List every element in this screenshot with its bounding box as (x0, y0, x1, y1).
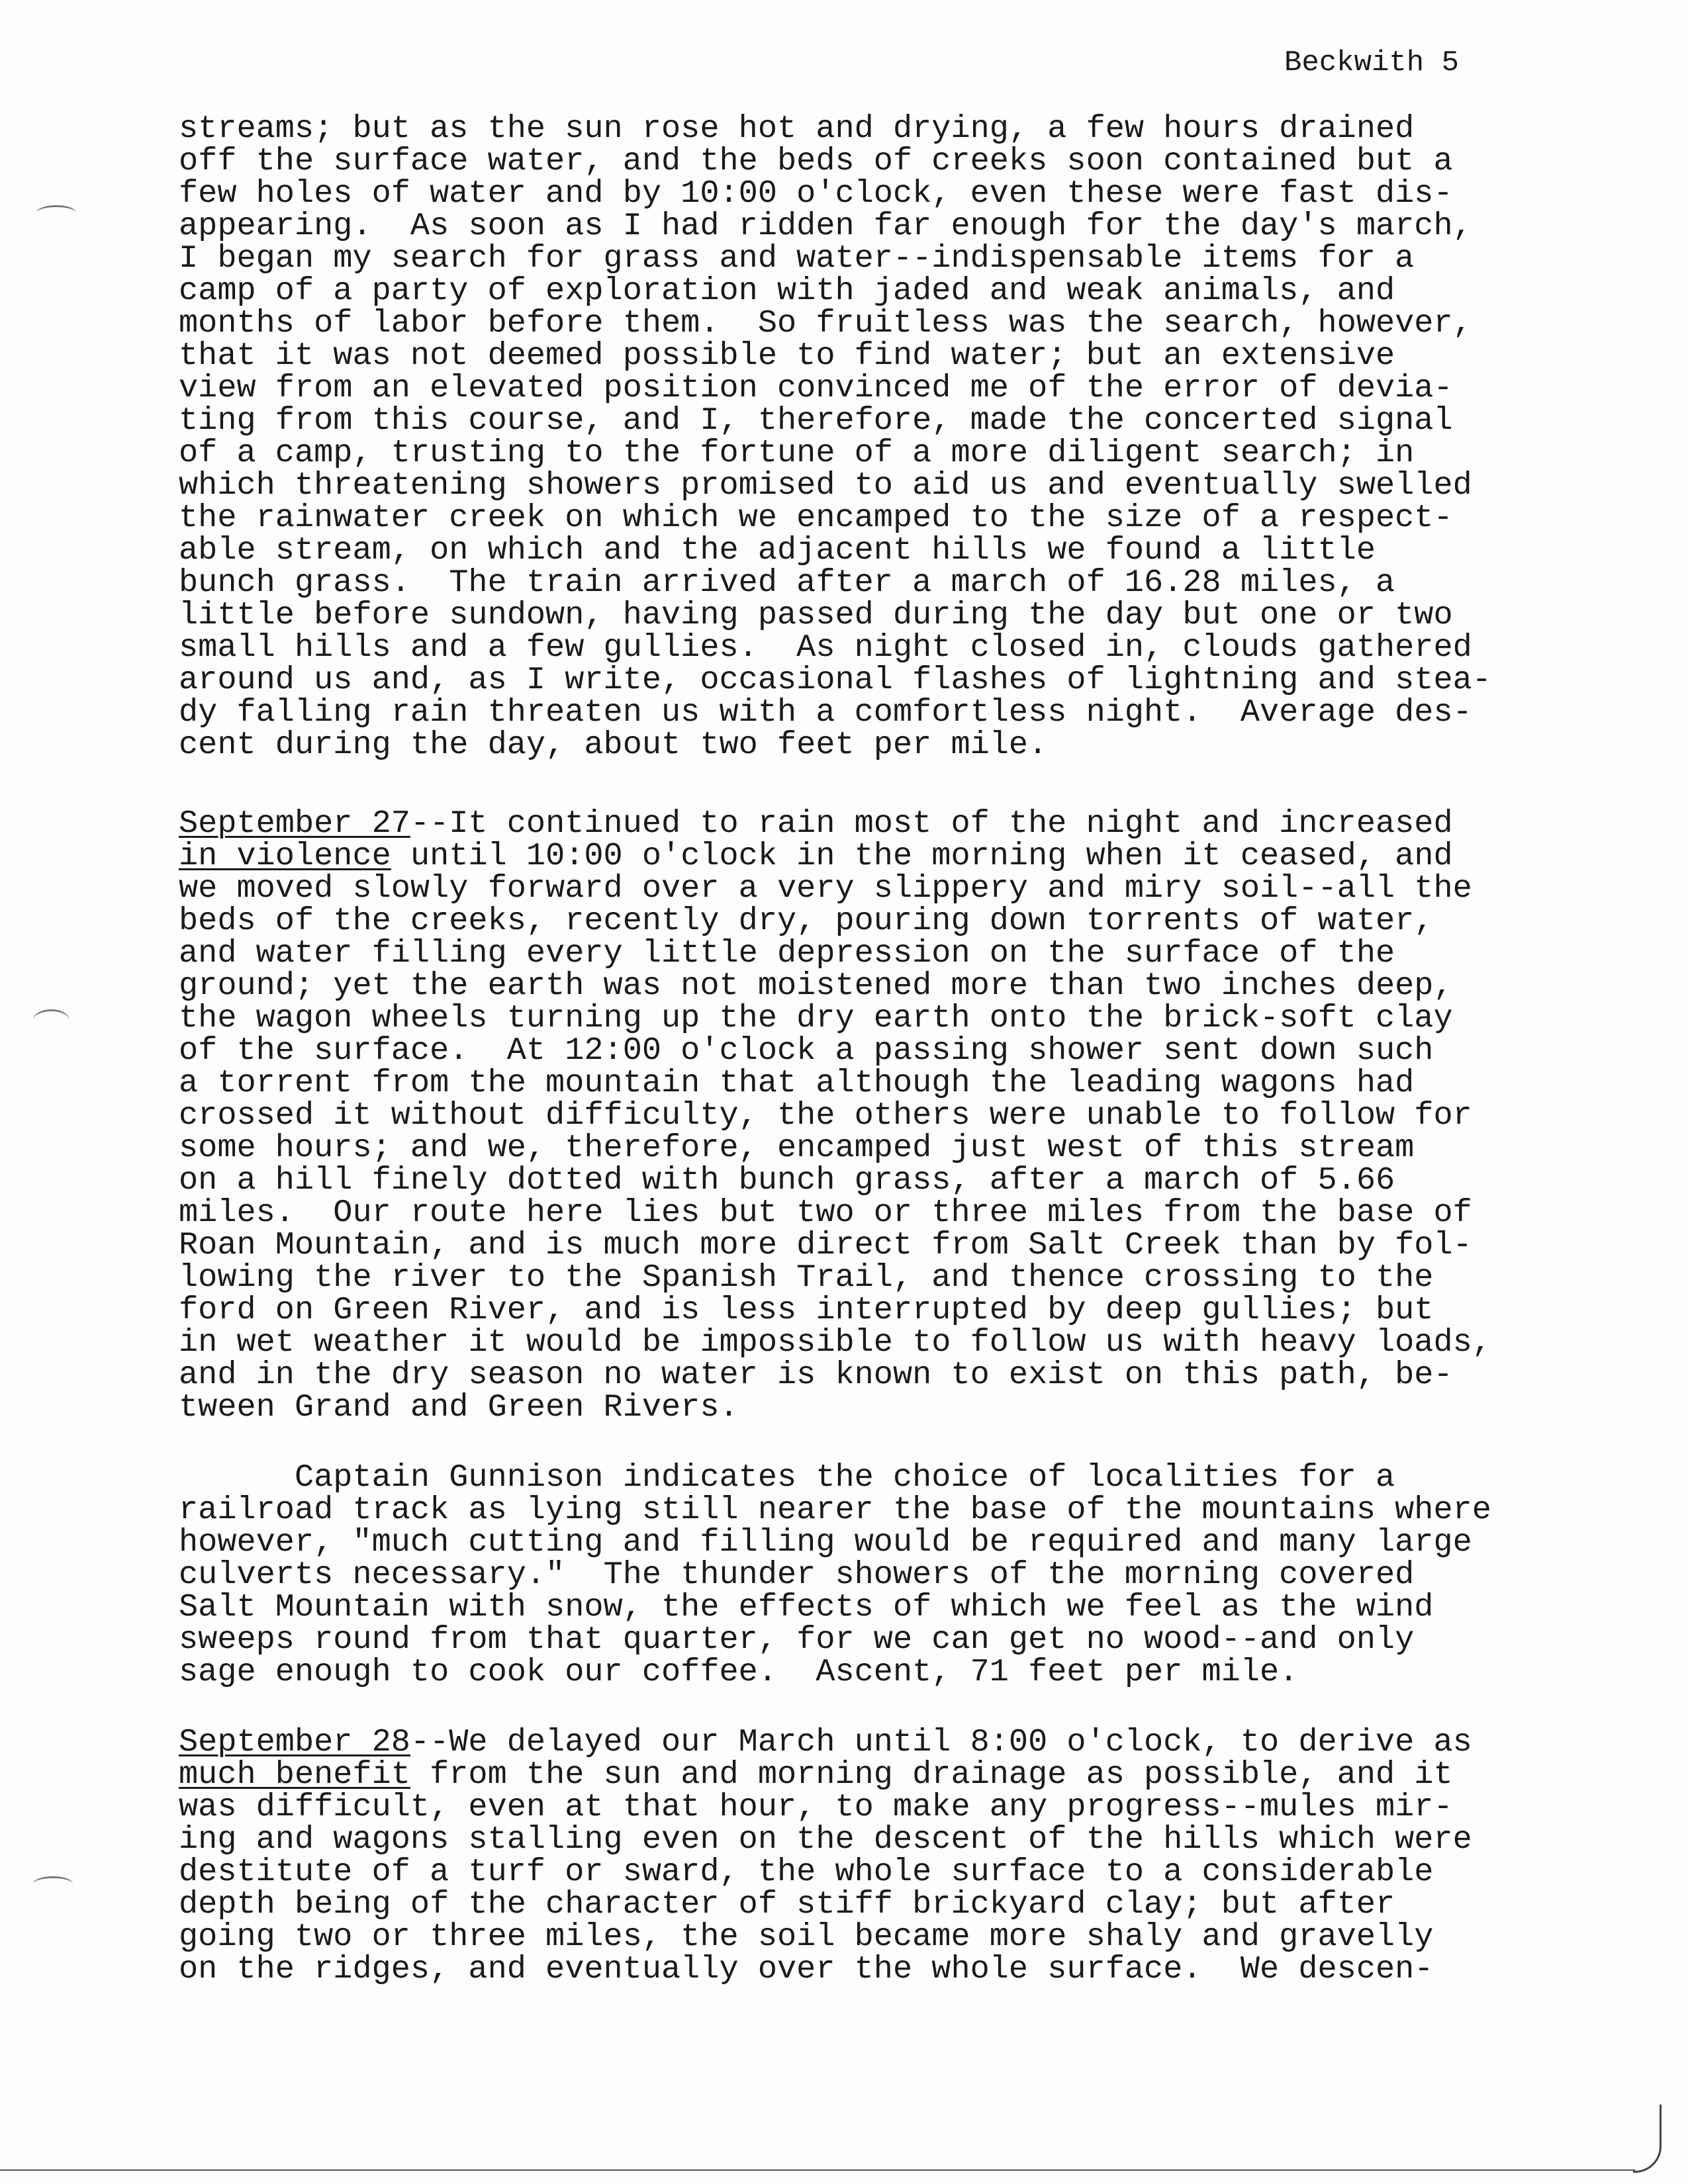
text-line: we moved slowly forward over a very slippery and miry soil--all the (179, 870, 1472, 907)
page-header: Beckwith 5 (1284, 46, 1459, 79)
text-line: much benefit from the sun and morning drainage as possible, and it (179, 1756, 1453, 1793)
text-line: tween Grand and Green Rivers. (179, 1389, 739, 1426)
text-line: streams; but as the sun rose hot and drying, a few hours drained (179, 111, 1415, 147)
text-line: culverts necessary." The thunder showers of the morning covered (179, 1557, 1415, 1593)
text-line: able stream, on which and the adjacent hills we found a little (179, 532, 1376, 569)
text-line: the wagon wheels turning up the dry earth onto the brick-soft clay (179, 1000, 1453, 1036)
text-line: dy falling rain threaten us with a comfortless night. Average des- (179, 694, 1472, 731)
text-line: and water filling every little depression on the surface of the (179, 935, 1395, 972)
binder-mark (36, 205, 76, 220)
text-line: which threatening showers promised to aid us and eventually swelled (179, 467, 1472, 504)
text-line: was difficult, even at that hour, to make any progress--mules mir- (179, 1789, 1453, 1825)
text-line: that it was not deemed possible to find water; but an extensive (179, 338, 1395, 374)
text-line: few holes of water and by 10:00 o'clock, even these were fast dis- (179, 175, 1453, 212)
text-line: on the ridges, and eventually over the whole surface. We descen- (179, 1951, 1434, 1987)
text-line: depth being of the character of stiff brickyard clay; but after (179, 1886, 1395, 1923)
text-line: sage enough to cook our coffee. Ascent, 71 feet per mile. (179, 1654, 1299, 1690)
underlined-lead: in violence (179, 838, 391, 874)
text-line: view from an elevated position convinced me of the error of devia- (179, 370, 1453, 406)
text-line: in violence until 10:00 o'clock in the morning when it ceased, and (179, 838, 1453, 874)
text-line: appearing. As soon as I had ridden far enough for the day's march, (179, 208, 1472, 244)
text-line: ting from this course, and I, therefore, made the concerted signal (179, 402, 1453, 439)
text-line: little before sundown, having passed during the day but one or two (179, 597, 1453, 633)
text-line: ing and wagons stalling even on the descent of the hills which were (179, 1821, 1472, 1858)
text-line: a torrent from the mountain that although the leading wagons had (179, 1065, 1415, 1101)
text-line: going two or three miles, the soil became more shaly and gravelly (179, 1919, 1434, 1955)
text-line: of the surface. At 12:00 o'clock a passing shower sent down such (179, 1032, 1434, 1069)
text-line: the rainwater creek on which we encamped to the size of a respect- (179, 500, 1453, 536)
text-line: Salt Mountain with snow, the effects of which we feel as the wind (179, 1589, 1434, 1625)
text-line: crossed it without difficulty, the others were unable to follow for (179, 1097, 1472, 1134)
text-line: sweeps round from that quarter, for we can get no wood--and only (179, 1621, 1415, 1658)
binder-mark (33, 1876, 73, 1891)
text-line: of a camp, trusting to the fortune of a more diligent search; in (179, 435, 1415, 471)
text-line: Roan Mountain, and is much more direct from Salt Creek than by fol- (179, 1227, 1472, 1263)
text-line: in wet weather it would be impossible to follow us with heavy loads, (179, 1324, 1491, 1361)
entry-date: September 28 (179, 1724, 410, 1760)
text-line: miles. Our route here lies but two or three miles from the base of (179, 1195, 1472, 1231)
text-line: ground; yet the earth was not moistened more than two inches deep, (179, 968, 1453, 1004)
text-line: I began my search for grass and water--indispensable items for a (179, 240, 1415, 277)
text-line: small hills and a few gullies. As night closed in, clouds gathered (179, 629, 1472, 666)
text-line: beds of the creeks, recently dry, pouring down torrents of water, (179, 903, 1434, 939)
text-line: however, "much cutting and filling would be required and many large (179, 1524, 1472, 1561)
text-line: on a hill finely dotted with bunch grass, after a march of 5.66 (179, 1162, 1395, 1199)
text-line: some hours; and we, therefore, encamped just west of this stream (179, 1130, 1415, 1166)
text-line: and in the dry season no water is known to exist on this path, be- (179, 1357, 1453, 1393)
text-line: September 28--We delayed our March until 8:00 o'clock, to derive as (179, 1724, 1472, 1760)
text-line: lowing the river to the Spanish Trail, and thence crossing to the (179, 1259, 1434, 1296)
text-line: Captain Gunnison indicates the choice of localities for a (179, 1459, 1395, 1496)
text-line: camp of a party of exploration with jaded and weak animals, and (179, 273, 1395, 309)
text-line: around us and, as I write, occasional flashes of lightning and stea- (179, 662, 1491, 698)
text-line: cent during the day, about two feet per mile. (179, 727, 1048, 763)
entry-date: September 27 (179, 805, 410, 842)
text-line: railroad track as lying still nearer the base of the mountains where (179, 1492, 1491, 1528)
text-line: months of labor before them. So fruitless was the search, however, (179, 305, 1472, 341)
page-bottom-edge (0, 2169, 1635, 2171)
text-line: ford on Green River, and is less interrupted by deep gullies; but (179, 1292, 1434, 1328)
binder-mark (33, 1009, 70, 1031)
text-line: September 27--It continued to rain most of the night and increased (179, 805, 1453, 842)
text-line: off the surface water, and the beds of creeks soon contained but a (179, 143, 1453, 179)
text-line: bunch grass. The train arrived after a march of 16.28 miles, a (179, 565, 1395, 601)
text-line: destitute of a turf or sward, the whole surface to a considerable (179, 1854, 1434, 1890)
page-curl-mark (1633, 2105, 1662, 2173)
underlined-lead: much benefit (179, 1756, 410, 1793)
